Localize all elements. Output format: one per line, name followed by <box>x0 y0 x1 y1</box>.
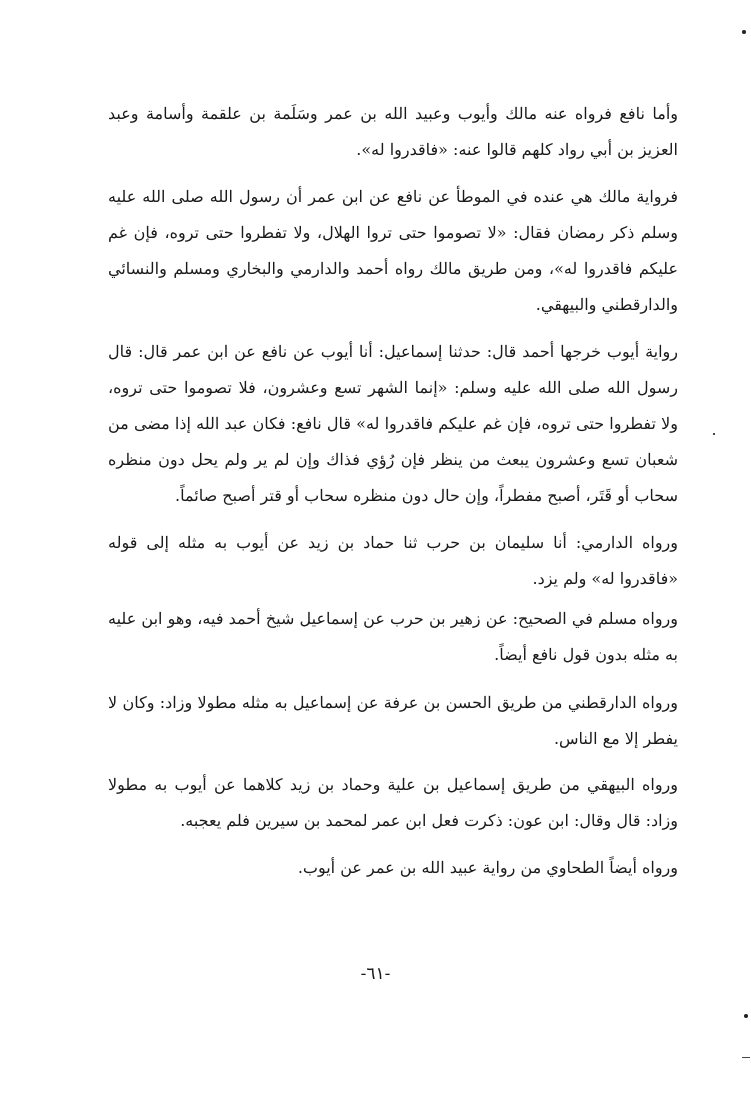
page-number: -٦١- <box>360 964 391 984</box>
scan-speck <box>744 1014 748 1018</box>
paragraph-bayhaqi: ورواه البيهقي من طريق إسماعيل بن علية وحماد بن زيد كلاهما عن أيوب به مطولا وزاد: قال وقال: ابن عون: ذكرت فعل ابن عمر لمحمد بن سيرين فلم يعجبه. <box>108 775 678 830</box>
paragraph-malik: فرواية مالك هي عنده في الموطأ عن نافع عن ابن عمر أن رسول الله صلى الله عليه وسلم ذكر رمضان فقال: «لا تصوموا حتى تروا الهلال، ولا تفطروا حتى تروه، فإن غم عليكم فاقدروا له»، ومن طريق مالك رواه أحمد والدارمي والبخاري ومسلم والنسائي والدارقطني والبيهقي. <box>108 187 678 314</box>
scan-speck <box>713 433 715 435</box>
scan-edge-mark <box>742 1057 750 1058</box>
paragraph-darimi: ورواه الدارمي: أنا سليمان بن حرب ثنا حماد بن زيد عن أيوب به مثله إلى قوله «فاقدروا له» ولم يزد. <box>108 533 678 588</box>
paragraph-nafi: وأما نافع فرواه عنه مالك وأيوب وعبيد الله بن عمر وسَلَمة بن علقمة وأسامة وعبد العزيز بن أبي رواد كلهم قالوا عنه: «فاقدروا له». <box>108 104 679 159</box>
paragraph-tahawi: ورواه أيضاً الطحاوي من رواية عبيد الله بن عمر عن أيوب. <box>297 858 678 877</box>
scan-speck <box>742 30 746 34</box>
paragraph-ayyub: رواية أيوب خرجها أحمد قال: حدثنا إسماعيل: أنا أيوب عن نافع عن ابن عمر قال: قال رسول الله صلى الله عليه وسلم: «إنما الشهر تسع وعشرون، فلا تصوموا حتى تروه، ولا تفطروا حتى تروه، فإن غم عليكم فاقدروا له» قال نافع: فكان عبد الله إذا مضى من شعبان تسع وعشرون يبعث من ينظر فإن رُؤي فذاك وإن لم ير ولم يحل دون منظره سحاب أو قَتَر، أصبح مفطراً، وإن حال دون منظره سحاب أو قتر أصبح صائماً. <box>108 342 679 505</box>
paragraph-daraqutni: ورواه الدارقطني من طريق الحسن بن عرفة عن إسماعيل به مثله مطولا وزاد: وكان لا يفطر إلا مع الناس. <box>108 693 678 748</box>
paragraph-muslim: ورواه مسلم في الصحيح: عن زهير بن حرب عن إسماعيل شيخ أحمد فيه، وهو ابن عليه به مثله بدون قول نافع أيضاً. <box>108 609 678 664</box>
